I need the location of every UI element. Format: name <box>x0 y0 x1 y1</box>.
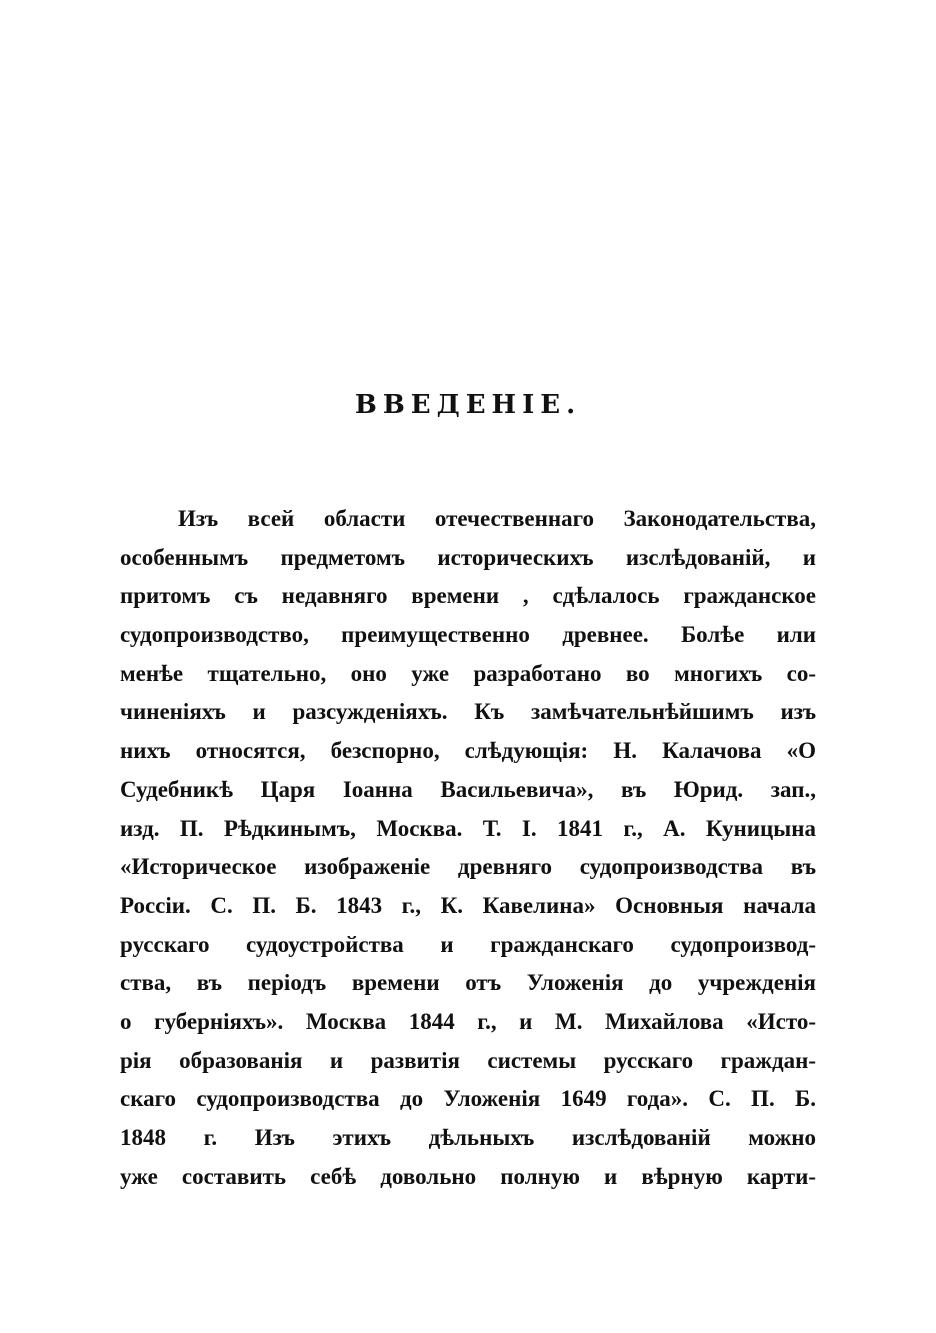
text-line: изд. П. Рѣдкинымъ, Москва. Т. I. 1841 г., А. Куницына <box>120 815 816 841</box>
text-line: русскаго судоустройства и гражданскаго судопроизвод- <box>120 931 816 957</box>
text-line: менѣе тщательно, оно уже разработано во многихъ со- <box>120 660 816 686</box>
text-line: рія образованія и развитія системы русскаго граждан- <box>120 1047 816 1073</box>
text-line: Изъ всей области отечественнаго Законодательства, <box>178 506 816 531</box>
body-paragraph <box>120 500 816 1196</box>
text-line: чиненіяхъ и разсужденіяхъ. Къ замѣчательнѣйшимъ изъ <box>120 699 816 725</box>
text-line: нихъ относятся, безспорно, слѣдующія: Н. Калачова «О <box>120 738 816 764</box>
text-line: притомъ съ недавняго времени , сдѣлалось гражданское <box>120 583 816 609</box>
text-line: 1848 г. Изъ этихъ дѣльныхъ изслѣдованій можно <box>120 1125 816 1150</box>
text-line: Судебникѣ Царя Іоанна Васильевича», въ Юрид. зап., <box>120 776 816 802</box>
text-line: Россіи. С. П. Б. 1843 г., К. Кавелина» Основныя начала <box>120 892 816 918</box>
text-line: особеннымъ предметомъ историческихъ изслѣдованій, и <box>120 544 816 570</box>
text-line: ства, въ періодъ времени отъ Уложенія до учрежденія <box>120 970 816 996</box>
text-line: «Историческое изображеніе древняго судопроизводства въ <box>120 854 816 880</box>
text-line: скаго судопроизводства до Уложенія 1649 года». С. П. Б. <box>120 1086 816 1112</box>
text-line: о губерніяхъ». Москва 1844 г., и М. Михайлова «Исто- <box>120 1008 816 1034</box>
chapter-heading: ВВЕДЕНІЕ. <box>354 390 582 420</box>
text-line: судопроизводство, преимущественно древнее. Болѣе или <box>120 622 816 648</box>
text-line: уже составить себѣ довольно полную и вѣрную карти- <box>120 1163 816 1189</box>
